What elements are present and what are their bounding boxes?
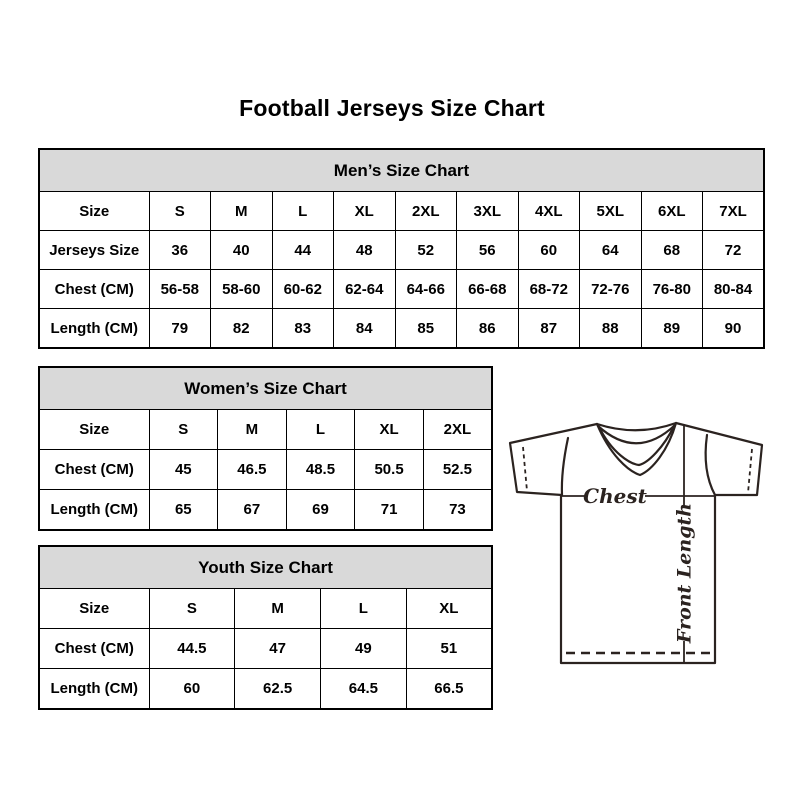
value-cell: 40 (211, 231, 273, 270)
row-label-cell: Size (39, 410, 149, 450)
table-header-row (39, 546, 492, 589)
value-cell: L (272, 192, 334, 231)
jersey-diagram (500, 413, 780, 675)
value-cell: 62.5 (235, 669, 321, 710)
value-cell: 44 (272, 231, 334, 270)
value-cell: 2XL (395, 192, 457, 231)
value-cell: S (149, 410, 218, 450)
value-cell: 83 (272, 309, 334, 349)
value-cell: 87 (518, 309, 580, 349)
page-title: Football Jerseys Size Chart (239, 95, 545, 121)
row-label-cell: Chest (CM) (39, 450, 149, 490)
jersey-collar (597, 423, 676, 475)
value-cell: 66.5 (406, 669, 492, 710)
jersey-right-armhole-seam (706, 435, 715, 495)
value-cell: 50.5 (355, 450, 424, 490)
table-row (39, 231, 764, 270)
value-cell: 82 (211, 309, 273, 349)
value-cell: 52 (395, 231, 457, 270)
value-cell: 79 (149, 309, 211, 349)
value-cell: 49 (321, 629, 407, 669)
value-cell: 68 (641, 231, 703, 270)
value-cell: 64.5 (321, 669, 407, 710)
value-cell: L (286, 410, 355, 450)
value-cell: 51 (406, 629, 492, 669)
row-label-cell: Size (39, 192, 149, 231)
value-cell: 56 (457, 231, 519, 270)
front-length-label: Front Length (673, 502, 696, 644)
value-cell: 46.5 (218, 450, 287, 490)
value-cell: XL (406, 589, 492, 629)
value-cell: 76-80 (641, 270, 703, 309)
value-cell: 4XL (518, 192, 580, 231)
value-cell: 69 (286, 490, 355, 531)
value-cell: 3XL (457, 192, 519, 231)
row-label-cell: Chest (CM) (39, 270, 149, 309)
womens-size-chart-table (38, 366, 493, 531)
table-header-row (39, 367, 492, 410)
row-label-cell: Size (39, 589, 149, 629)
left-cuff-stitch-line (523, 447, 527, 491)
value-cell: 85 (395, 309, 457, 349)
value-cell: 64-66 (395, 270, 457, 309)
value-cell: 58-60 (211, 270, 273, 309)
value-cell: 60 (149, 669, 235, 710)
table-row (39, 589, 492, 629)
row-label-cell: Chest (CM) (39, 629, 149, 669)
right-cuff-stitch-line (748, 449, 752, 493)
value-cell: 48.5 (286, 450, 355, 490)
value-cell: 7XL (703, 192, 765, 231)
value-cell: 2XL (423, 410, 492, 450)
table-row (39, 309, 764, 349)
value-cell: XL (334, 192, 396, 231)
value-cell: S (149, 589, 235, 629)
value-cell: 65 (149, 490, 218, 531)
table-header-row (39, 149, 764, 192)
value-cell: 64 (580, 231, 642, 270)
value-cell: 60-62 (272, 270, 334, 309)
value-cell: 52.5 (423, 450, 492, 490)
value-cell: 71 (355, 490, 424, 531)
row-label-cell: Length (CM) (39, 669, 149, 710)
value-cell: 72 (703, 231, 765, 270)
value-cell: 67 (218, 490, 287, 531)
value-cell: 73 (423, 490, 492, 531)
mens-size-chart-table (38, 148, 765, 349)
value-cell: 66-68 (457, 270, 519, 309)
value-cell: 56-58 (149, 270, 211, 309)
value-cell: M (235, 589, 321, 629)
value-cell: 48 (334, 231, 396, 270)
value-cell: M (211, 192, 273, 231)
chest-label: Chest (583, 484, 647, 508)
row-label-cell: Length (CM) (39, 490, 149, 531)
value-cell: 45 (149, 450, 218, 490)
youth-size-chart-table (38, 545, 493, 710)
table-row (39, 450, 492, 490)
table-title: Youth Size Chart (39, 546, 492, 589)
jersey-right-sleeve (676, 423, 762, 495)
value-cell: 68-72 (518, 270, 580, 309)
table-title: Men’s Size Chart (39, 149, 764, 192)
table-row (39, 192, 764, 231)
table-row (39, 270, 764, 309)
value-cell: M (218, 410, 287, 450)
value-cell: 44.5 (149, 629, 235, 669)
value-cell: L (321, 589, 407, 629)
value-cell: 5XL (580, 192, 642, 231)
value-cell: 80-84 (703, 270, 765, 309)
value-cell: 36 (149, 231, 211, 270)
table-row (39, 669, 492, 710)
value-cell: 89 (641, 309, 703, 349)
value-cell: 60 (518, 231, 580, 270)
value-cell: XL (355, 410, 424, 450)
value-cell: 47 (235, 629, 321, 669)
jersey-left-armhole-seam (562, 438, 568, 495)
value-cell: 72-76 (580, 270, 642, 309)
value-cell: S (149, 192, 211, 231)
value-cell: 90 (703, 309, 765, 349)
value-cell: 62-64 (334, 270, 396, 309)
row-label-cell: Length (CM) (39, 309, 149, 349)
value-cell: 6XL (641, 192, 703, 231)
table-row (39, 629, 492, 669)
table-row (39, 490, 492, 531)
value-cell: 86 (457, 309, 519, 349)
value-cell: 88 (580, 309, 642, 349)
value-cell: 84 (334, 309, 396, 349)
table-title: Women’s Size Chart (39, 367, 492, 410)
row-label-cell: Jerseys Size (39, 231, 149, 270)
table-row (39, 410, 492, 450)
